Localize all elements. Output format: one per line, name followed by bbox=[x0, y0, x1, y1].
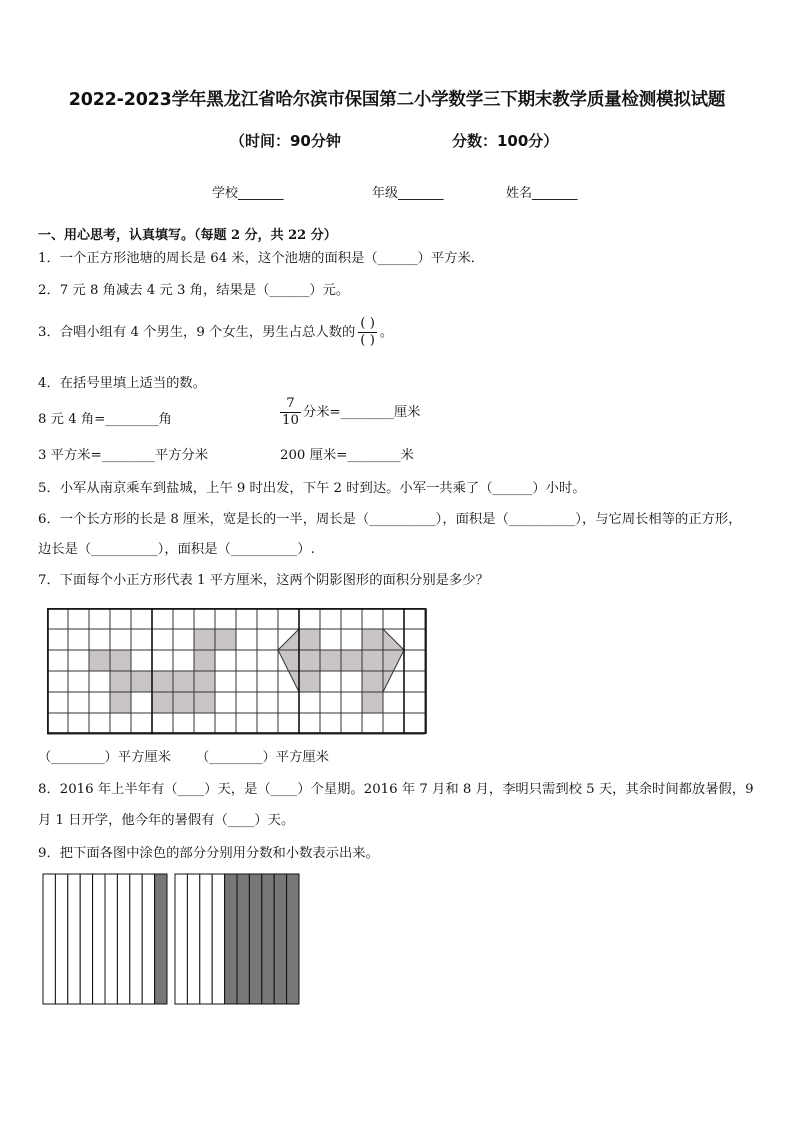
question-3-text: 3．合唱小组有 4 个男生，9 个女生，男生占总人数的 bbox=[38, 325, 356, 340]
question-5: 5．小军从南京乘车到盐城，上午 9 时出发，下午 2 时到达。小军一共乘了（______）小时。 bbox=[38, 481, 586, 496]
strip-blank bbox=[142, 874, 154, 1004]
question-7: 7．下面每个小正方形代表 1 平方厘米，这两个阴影图形的面积分别是多少？ bbox=[38, 573, 489, 588]
strip-blank bbox=[105, 874, 117, 1004]
strip-shaded bbox=[237, 874, 249, 1004]
strip-figure-1 bbox=[42, 873, 170, 1005]
question-4b bbox=[280, 396, 420, 429]
strip-shaded bbox=[225, 874, 237, 1004]
strip-blank bbox=[43, 874, 55, 1004]
strip-blank bbox=[200, 874, 212, 1004]
strip-blank bbox=[93, 874, 105, 1004]
strip-shaded bbox=[287, 874, 299, 1004]
strip-2-columns bbox=[175, 874, 299, 1004]
question-4: 4．在括号里填上适当的数。 bbox=[38, 376, 207, 391]
question-3 bbox=[38, 316, 393, 349]
score-label: 分数：100分） bbox=[452, 132, 559, 150]
strip-blank bbox=[117, 874, 129, 1004]
area-grid-figure bbox=[47, 608, 429, 736]
question-6-line1: 6．一个长方形的长是 8 厘米，宽是长的一半，周长是（__________），面积是（__________），与它周长相等的正方形， bbox=[38, 512, 742, 527]
strip-shaded bbox=[262, 874, 274, 1004]
school-field[interactable]: 学校_______ bbox=[212, 186, 284, 201]
question-4b-fraction bbox=[280, 396, 301, 429]
question-8-line1: 8．2016 年上半年有（____）天，是（____）个星期。2016 年 7 月和 8 月，李明只需到校 5 天，其余时间都放暑假，9 bbox=[38, 782, 754, 797]
strip-blank bbox=[212, 874, 224, 1004]
question-3-fraction bbox=[358, 316, 377, 349]
strip-blank bbox=[130, 874, 142, 1004]
name-field[interactable]: 姓名_______ bbox=[506, 186, 578, 201]
time-label: （时间：90分钟 bbox=[230, 132, 341, 150]
strip-shaded bbox=[155, 874, 167, 1004]
question-1: 1．一个正方形池塘的周长是 64 米，这个池塘的面积是（______）平方米． bbox=[38, 251, 485, 266]
strip-blank bbox=[175, 874, 187, 1004]
question-4a: 8 元 4 角=________角 bbox=[38, 412, 172, 427]
grid-lines bbox=[47, 608, 425, 734]
strip-figure-2 bbox=[174, 873, 302, 1005]
question-8-line2: 月 1 日开学，他今年的暑假有（____）天。 bbox=[38, 813, 295, 828]
question-2: 2．7 元 8 角减去 4 元 3 角，结果是（______）元。 bbox=[38, 283, 350, 298]
strip-1-columns bbox=[43, 874, 167, 1004]
grade-field[interactable]: 年级_______ bbox=[372, 186, 444, 201]
section-heading-1: 一、用心思考，认真填写。（每题 2 分，共 22 分） bbox=[38, 228, 337, 243]
question-7-answer-1: （________）平方厘米 bbox=[38, 750, 171, 765]
strip-blank bbox=[187, 874, 199, 1004]
question-4d: 200 厘米=________米 bbox=[280, 448, 414, 463]
question-3-end: 。 bbox=[379, 325, 394, 340]
question-4b-text: 分米=________厘米 bbox=[302, 405, 421, 420]
fraction-numerator: 7 bbox=[280, 396, 301, 413]
question-4c: 3 平方米=________平方分米 bbox=[38, 448, 209, 463]
fraction-numerator[interactable]: ( ) bbox=[360, 316, 375, 331]
question-9: 9．把下面各图中涂色的部分分别用分数和小数表示出来。 bbox=[38, 846, 379, 861]
fraction-denominator: 10 bbox=[282, 413, 299, 428]
question-7-answer-2: （________）平方厘米 bbox=[196, 750, 329, 765]
strip-blank bbox=[55, 874, 67, 1004]
fraction-denominator[interactable]: ( ) bbox=[360, 333, 375, 348]
question-6-line2: 边长是（__________），面积是（__________）. bbox=[38, 542, 315, 557]
strip-shaded bbox=[249, 874, 261, 1004]
strip-blank bbox=[80, 874, 92, 1004]
page-title: 2022-2023学年黑龙江省哈尔滨市保国第二小学数学三下期末教学质量检测模拟试题 bbox=[68, 90, 726, 110]
strip-shaded bbox=[274, 874, 286, 1004]
strip-blank bbox=[68, 874, 80, 1004]
